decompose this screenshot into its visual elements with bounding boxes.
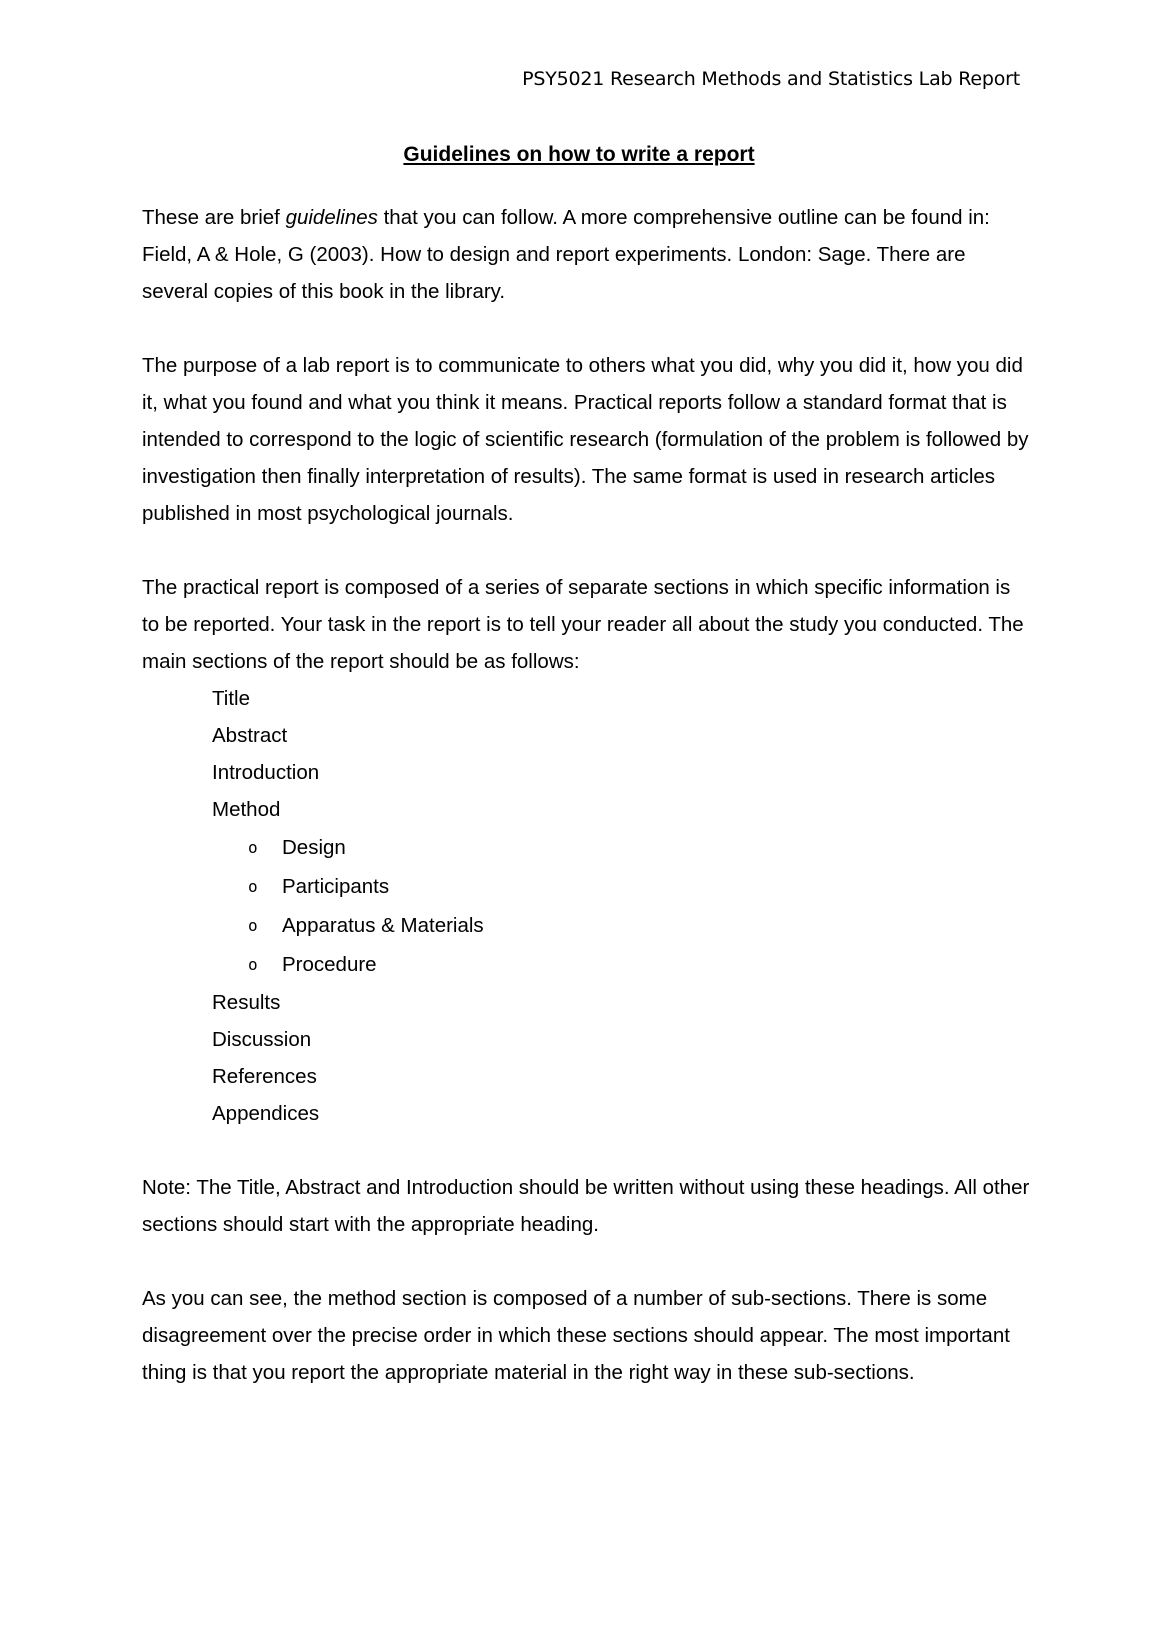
section-item-method-label: Method [212,798,281,821]
bullet-icon: o [248,916,258,935]
subsection-item-participants [248,867,1032,906]
intro-text-start: These are brief [142,206,286,229]
document-title: Guidelines on how to write a report [403,143,755,166]
section-item-references: References [212,1065,317,1088]
intro-emphasis: guidelines [285,206,378,229]
subsection-label: Procedure [282,953,377,976]
method-subsections-list [212,828,1032,984]
subsection-label: Apparatus & Materials [282,914,484,937]
section-item-results: Results [212,991,281,1014]
sections-intro-paragraph: The practical report is composed of a series of separate sections in which specific information is to be reported. Your task in the report is to tell your reader all about the study you conducted. The main sections of the report should be as follows: [142,576,1024,673]
purpose-paragraph: The purpose of a lab report is to communicate to others what you did, why you did it, how you did it, what you found and what you think it means. Practical reports follow a standard format that is intended to correspond to the logic of scientific research (formulation of the problem is followed by investigation then finally interpretation of results). The same format is used in research articles published in most psychological journals. [142,354,1029,525]
document-body [142,136,1032,1428]
intro-paragraph [142,199,1032,310]
section-item-introduction: Introduction [212,761,320,784]
bullet-icon: o [248,838,258,857]
sections-list-wrapper [142,680,1032,1132]
intro-text-end: that you can follow. A more comprehensive outline can be found in: Field, A & Hole, G (2003). How to design and report experiments. London: Sage. There are several copies of this book in the library. [142,206,990,303]
subsection-item-procedure [248,945,1032,984]
sections-list [142,680,1032,1132]
bullet-icon: o [248,955,258,974]
section-item-method [212,791,1032,984]
headings-note-paragraph: Note: The Title, Abstract and Introduction should be written without using these headings. All other sections should start with the appropriate heading. [142,1176,1030,1236]
section-item-title: Title [212,687,250,710]
section-item-discussion: Discussion [212,1028,312,1051]
subsection-label: Design [282,836,346,859]
section-item-appendices: Appendices [212,1102,320,1125]
running-header: PSY5021 Research Methods and Statistics Lab Report [522,68,1020,90]
subsection-label: Participants [282,875,390,898]
subsection-item-design [248,828,1032,867]
section-item-abstract: Abstract [212,724,288,747]
bullet-icon: o [248,877,258,896]
method-order-paragraph: As you can see, the method section is composed of a number of sub-sections. There is some disagreement over the precise order in which these sections should appear. The most important thing is that you report the appropriate material in the right way in these sub-sections. [142,1287,1010,1384]
subsection-item-apparatus [248,906,1032,945]
